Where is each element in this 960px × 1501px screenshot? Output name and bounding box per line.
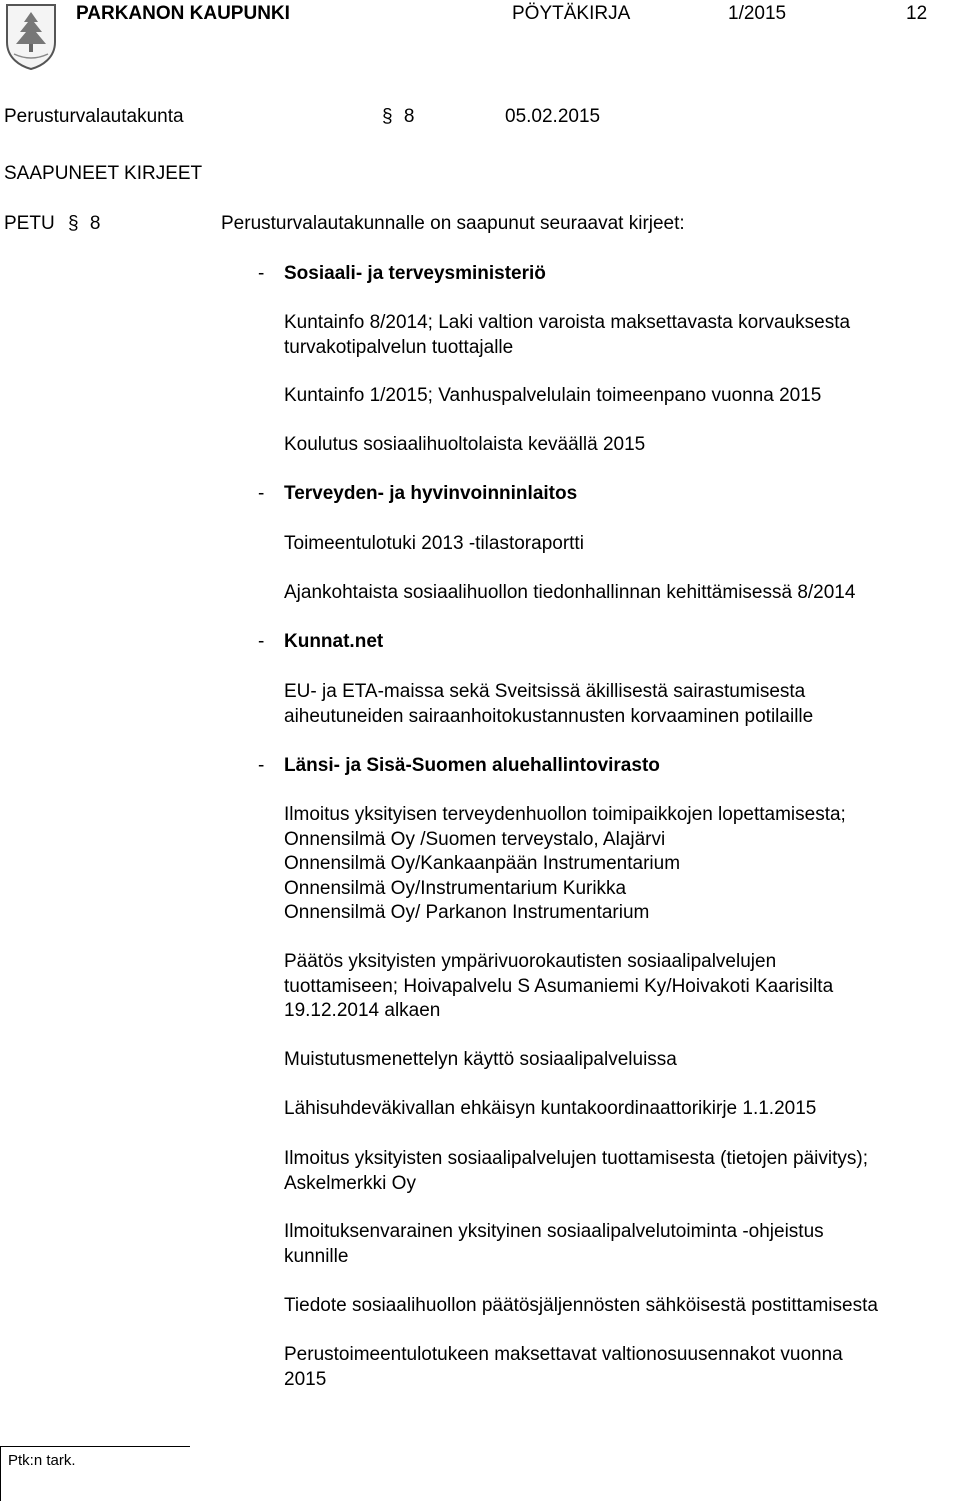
- item-reference: [4, 212, 100, 237]
- entry-line: Perustoimeentulotukeen maksettavat valtionosuusennakot vuonna: [284, 1344, 843, 1365]
- sender-name: Länsi- ja Sisä-Suomen aluehallintovirasto: [284, 755, 660, 776]
- entry-line: Onnensilmä Oy/Kankaanpään Instrumentarium: [284, 853, 681, 874]
- letter-entry: [284, 311, 850, 360]
- letter-entry: [284, 1147, 868, 1196]
- letter-entry: [284, 1343, 843, 1392]
- dash: -: [258, 263, 265, 284]
- entry-line: Askelmerkki Oy: [284, 1172, 416, 1194]
- section-sign: §: [382, 106, 393, 127]
- entry-line: Onnensilmä Oy/Instrumentarium Kurikka: [284, 877, 627, 899]
- entry-line: Ilmoitus yksityisten sosiaalipalvelujen tuottamisesta (tietojen päivitys);: [284, 1148, 868, 1169]
- entry-line: Tiedote sosiaalihuollon päätösjäljennösten sähköisestä postittamisesta: [284, 1295, 878, 1316]
- footer-rule: [0, 1446, 190, 1447]
- sender-name: Sosiaali- ja terveysministeriö: [284, 263, 546, 284]
- letter-entry: [284, 532, 584, 557]
- entry-line: EU- ja ETA-maissa sekä Sveitsissä äkillisestä sairastumisesta: [284, 681, 806, 702]
- entry-line: 2015: [284, 1368, 327, 1390]
- letter-entry: [284, 1048, 677, 1073]
- document-number: 1/2015: [728, 3, 787, 24]
- entry-line: Ilmoitus yksityisen terveydenhuollon toimipaikkojen lopettamisesta;: [284, 804, 846, 825]
- entry-line: aiheutuneiden sairaanhoitokustannusten korvaaminen potilaille: [284, 705, 814, 727]
- dash: -: [258, 483, 265, 504]
- sender-name: Kunnat.net: [284, 631, 384, 652]
- letter-entry: [284, 950, 833, 1024]
- section-title: SAAPUNEET KIRJEET: [4, 163, 203, 184]
- entry-line: kunnille: [284, 1245, 349, 1267]
- entry-line: Koulutus sosiaalihuoltolaista keväällä 2015: [284, 434, 646, 455]
- entry-line: tuottamiseen; Hoivapalvelu S Asumaniemi Ky/Hoivakoti Kaarisilta: [284, 975, 834, 997]
- municipality-name: PARKANON KAUPUNKI: [76, 3, 290, 24]
- dash: -: [258, 755, 265, 776]
- entry-line: Toimeentulotuki 2013 -tilastoraportti: [284, 533, 584, 554]
- sender-name: Terveyden- ja hyvinvoinninlaitos: [284, 483, 578, 504]
- letter-entry: [284, 1097, 816, 1122]
- letter-entry: [284, 384, 821, 409]
- entry-line: Ilmoituksenvarainen yksityinen sosiaalipalvelutoiminta -ohjeistus: [284, 1221, 824, 1242]
- board-name: Perusturvalautakunta: [4, 106, 184, 127]
- entry-line: turvakotipalvelun tuottajalle: [284, 336, 514, 358]
- item-label: PETU: [4, 213, 55, 234]
- entry-line: Päätös yksityisten ympärivuorokautisten sosiaalipalvelujen: [284, 951, 777, 972]
- entry-line: Muistutusmenettelyn käyttö sosiaalipalveluissa: [284, 1049, 677, 1070]
- page-number: 12: [906, 3, 928, 24]
- entry-line: Lähisuhdeväkivallan ehkäisyn kuntakoordinaattorikirje 1.1.2015: [284, 1098, 817, 1119]
- letter-entry: [284, 433, 645, 458]
- meeting-date: 05.02.2015: [505, 106, 601, 127]
- coat-of-arms-logo: [4, 2, 58, 70]
- footer-rule: [0, 1446, 1, 1501]
- entry-line: 19.12.2014 alkaen: [284, 1000, 441, 1021]
- intro-text: Perusturvalautakunnalle on saapunut seuraavat kirjeet:: [221, 213, 685, 234]
- entry-line: Onnensilmä Oy /Suomen terveystalo, Alajärvi: [284, 828, 666, 850]
- section-number: 8: [403, 106, 415, 127]
- entry-line: Kuntainfo 8/2014; Laki valtion varoista maksettavasta korvauksesta: [284, 312, 851, 333]
- document-type: PÖYTÄKIRJA: [512, 3, 631, 24]
- letter-entry: [284, 1294, 878, 1319]
- section-sign: §: [67, 213, 79, 234]
- letter-entry: [284, 581, 855, 606]
- section-reference: [382, 105, 414, 130]
- minutes-checker-label: Ptk:n tark.: [8, 1452, 76, 1469]
- letter-entry: [284, 803, 846, 926]
- dash: -: [258, 631, 265, 652]
- letter-entry: [284, 1220, 824, 1269]
- item-number: 8: [89, 213, 101, 234]
- entry-line: Kuntainfo 1/2015; Vanhuspalvelulain toimeenpano vuonna 2015: [284, 385, 822, 406]
- entry-line: Onnensilmä Oy/ Parkanon Instrumentarium: [284, 902, 650, 923]
- entry-line: Ajankohtaista sosiaalihuollon tiedonhallinnan kehittämisessä 8/2014: [284, 582, 856, 603]
- letter-entry: [284, 680, 813, 729]
